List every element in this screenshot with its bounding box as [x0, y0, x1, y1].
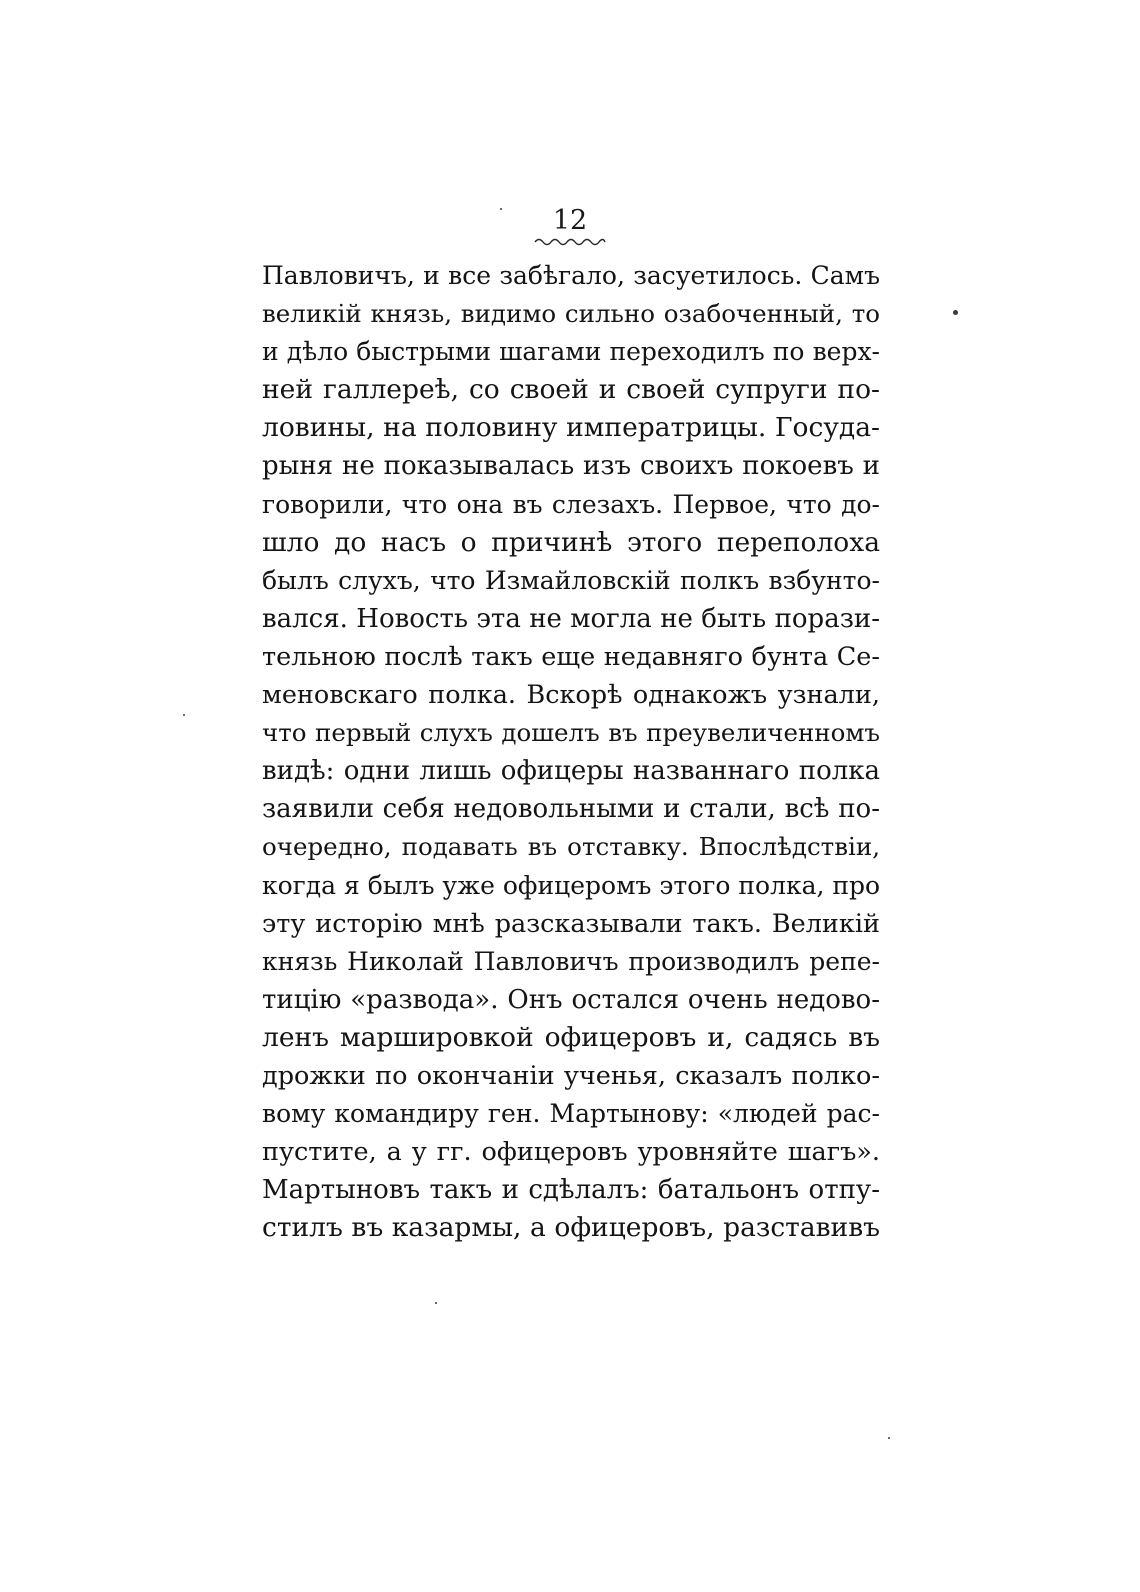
text-line: заявили себя недовольными и стали, всѣ по- [262, 794, 880, 825]
text-line: вался. Новость эта не могла не быть порази- [262, 603, 880, 634]
text-line: очередно, подавать въ отставку. Впослѣдствіи, [262, 832, 880, 862]
text-line: стилъ въ казармы, а офицеровъ, разставивъ [262, 1212, 880, 1244]
text-line: великій князь, видимо сильно озабоченный, то [262, 299, 880, 329]
text-line: ловины, на половину императрицы. Госуда- [262, 412, 880, 444]
text-line: когда я былъ уже офицеромъ этого полка, про [262, 870, 881, 900]
text-line: и дѣло быстрыми шагами переходилъ по верх- [262, 337, 880, 367]
text-line: Мартыновъ такъ и сдѣлалъ: батальонъ отпу- [262, 1175, 880, 1206]
wavy-rule-ornament [534, 236, 606, 246]
text-line: что первый слухъ дошелъ въ преувеличенномъ [262, 718, 880, 748]
text-line: ней галлереѣ, со своей и своей супруги по- [262, 374, 880, 406]
text-line: говорили, что она въ слезахъ. Первое, что до- [262, 489, 880, 519]
print-speck [953, 310, 958, 315]
text-line: меновскаго полка. Вскорѣ однакожъ узнали, [262, 680, 880, 711]
body-text [262, 257, 880, 1247]
page-number: 12 [552, 205, 588, 236]
text-line: видѣ: одни лишь офицеры названнаго полка [262, 756, 880, 787]
print-speck [435, 1302, 437, 1304]
print-speck [888, 1437, 890, 1439]
text-line: Павловичъ, и все забѣгало, засуетилось. Самъ [262, 261, 880, 290]
text-line: ленъ маршировкой офицеровъ и, садясь въ [262, 1021, 880, 1053]
print-speck [500, 208, 502, 210]
text-line: шло до насъ о причинѣ этого переполоха [262, 526, 880, 558]
text-line: тельною послѣ такъ еще недавняго бунта Се- [262, 641, 880, 672]
text-line: былъ слухъ, что Измайловскій полкъ взбунто- [262, 565, 880, 595]
text-line: эту исторію мнѣ разсказывали такъ. Великій [262, 908, 880, 939]
text-line: дрожки по окончаніи ученья, сказалъ полко- [262, 1060, 880, 1091]
text-line: вому командиру ген. Мартынову: «людей рас- [262, 1099, 880, 1129]
print-speck [183, 714, 185, 716]
text-line: рыня не показывалась изъ своихъ покоевъ и [262, 451, 880, 482]
text-line: тицію «развода». Онъ остался очень недово- [262, 984, 880, 1015]
text-line: князь Николай Павловичъ производилъ репе- [262, 946, 880, 976]
text-line: пустите, а у гг. офицеровъ уровняйте шагъ». [262, 1137, 880, 1168]
